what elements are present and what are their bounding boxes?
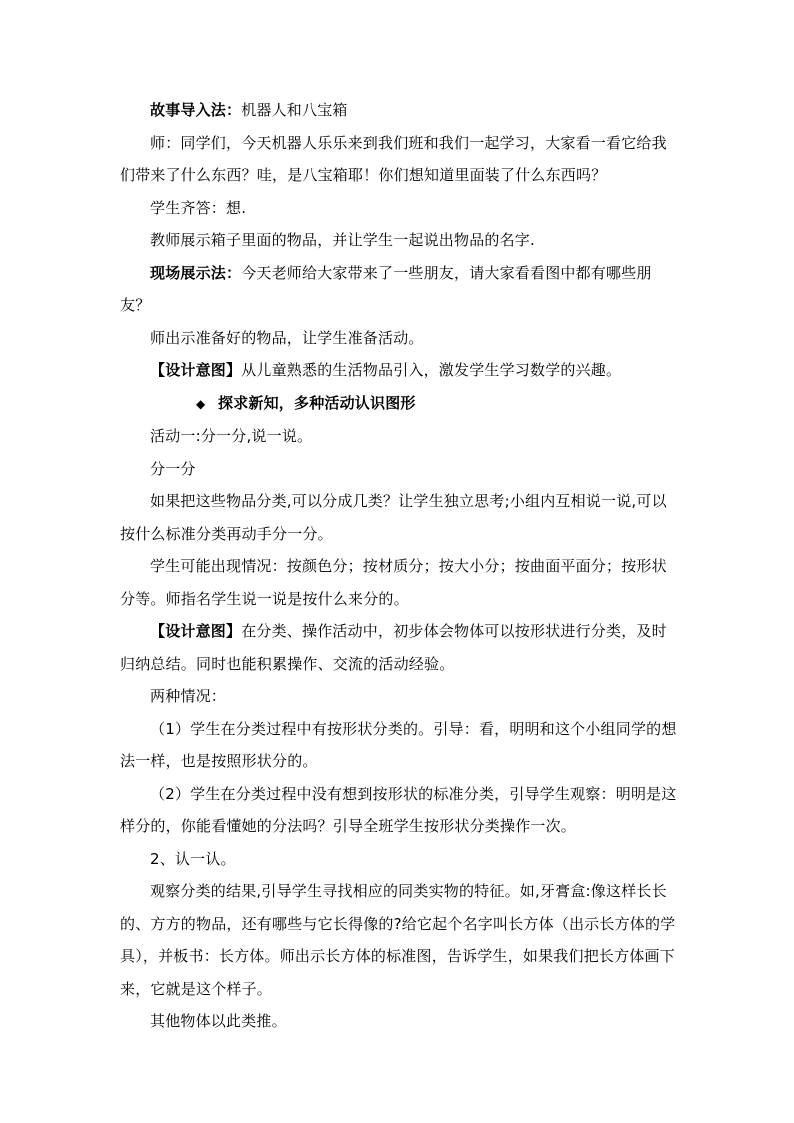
paragraph-classify-question: 如果把这些物品分类,可以分成几类？让学生独立思考;小组内互相说一说,可以按什么标准分类再动手分一分。 — [120, 492, 667, 543]
paragraph-observe: 观察分类的结果,引导学生寻找相应的同类实物的特征。如,牙膏盒:像这样长长的、方方的物品，还有哪些与它长得像的?给它起个名字叫长方体（出示长方体的学具），并板书：长方体。师出示长方体的标准图，告诉学生，如果我们把长方体画下来，它就是这个样子。 — [120, 882, 676, 998]
paragraph-design-intent-1 — [120, 354, 678, 387]
paragraph-student-answer: 学生齐答：想. — [150, 198, 247, 217]
paragraph-two-cases: 两种情况： — [150, 687, 227, 705]
document-body — [120, 94, 678, 1038]
method-label: 现场展示法： — [150, 263, 242, 282]
section-heading-text: 探求新知，多种活动认识图形 — [218, 393, 416, 412]
method-title: 机器人和八宝箱 — [241, 101, 348, 119]
paragraph-live-display — [120, 257, 678, 322]
paragraph-story-intro — [120, 94, 678, 127]
method-text: 今天老师给大家带来了一些朋友，请大家看看图中都有哪些朋友？ — [120, 263, 652, 314]
paragraph-teacher-speech: 师：同学们，今天机器人乐乐来到我们班和我们一起学习，大家看一看它给我们带来了什么东西？哇，是八宝箱耶！你们想知道里面装了什么东西吗？ — [120, 133, 667, 184]
paragraph-possible-situations: 学生可能出现情况：按颜色分；按材质分；按大小分；按曲面平面分；按形状分等。师指名学生说一说是按什么来分的。 — [120, 557, 667, 608]
section-heading — [120, 387, 678, 421]
design-intent-text: 从儿童熟悉的生活物品引入，激发学生学习数学的兴趣。 — [241, 361, 622, 379]
paragraph-others: 其他物体以此类推。 — [150, 1012, 287, 1030]
paragraph-subheading-sort: 分一分 — [150, 459, 196, 478]
paragraph-design-intent-2 — [120, 615, 678, 680]
diamond-bullet-icon: ◆ — [196, 396, 206, 411]
paragraph-prepare: 师出示准备好的物品，让学生准备活动。 — [150, 328, 424, 347]
paragraph-activity-one: 活动一:分一分,说一说。 — [150, 427, 313, 445]
method-label: 故事导入法： — [150, 101, 242, 119]
design-intent-text: 在分类、操作活动中，初步体会物体可以按形状进行分类，及时归纳总结。同时也能积累操作、交流的活动经验。 — [120, 622, 667, 673]
paragraph-case-two: （2）学生在分类过程中没有想到按形状的标准分类，引导学生观察：明明是这样分的，你能看懂她的分法吗？引导全班学生按形状分类操作一次。 — [120, 784, 677, 835]
paragraph-teacher-show: 教师展示箱子里面的物品，并让学生一起说出物品的名字. — [150, 231, 535, 249]
paragraph-case-one: （1）学生在分类过程中有按形状分类的。引导：看，明明和这个小组同学的想法一样，也是按照形状分的。 — [120, 719, 677, 770]
design-intent-label: 【设计意图】 — [150, 622, 242, 640]
design-intent-label: 【设计意图】 — [150, 361, 242, 379]
paragraph-recognize-heading: 2、认一认。 — [150, 849, 236, 868]
